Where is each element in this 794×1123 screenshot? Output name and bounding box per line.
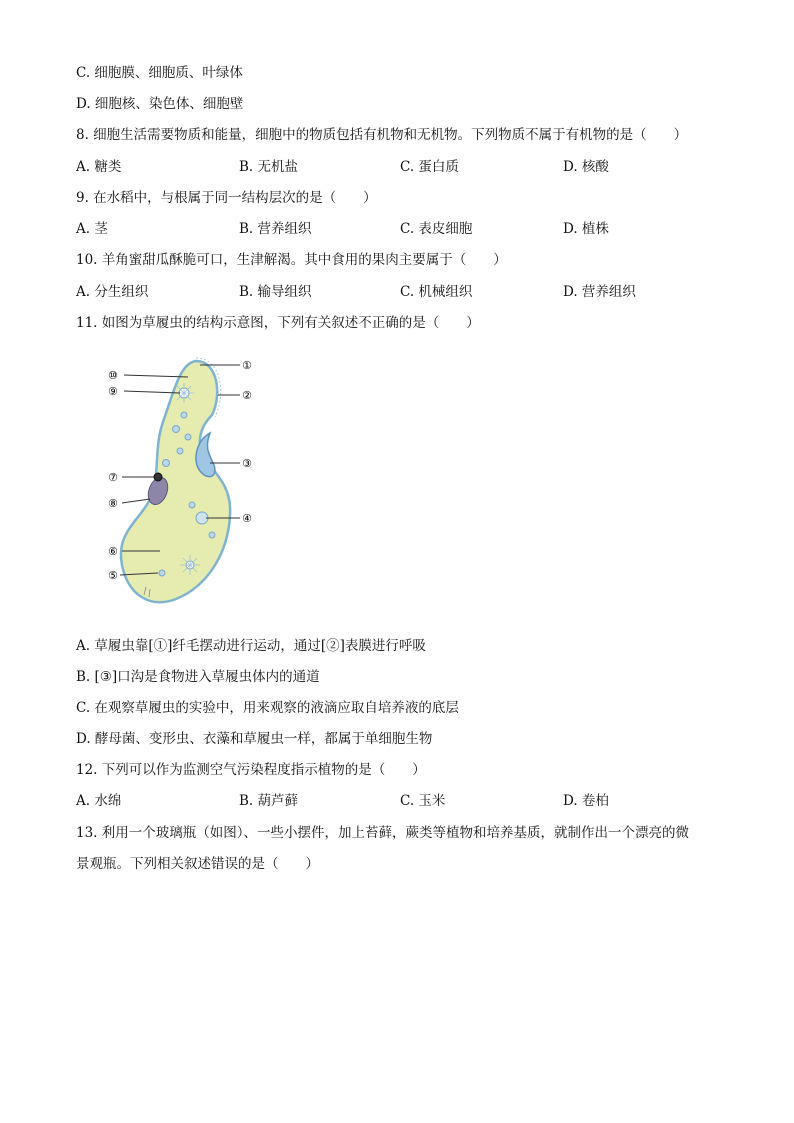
question-8: 8. 细胞生活需要物质和能量，细胞中的物质包括有机物和无机物。下列物质不属于有机物的是（ ）: [76, 127, 688, 143]
q11-option-d[interactable]: D. 酵母菌、变形虫、衣藻和草履虫一样，都属于单细胞生物: [76, 731, 433, 747]
q9-option-b[interactable]: B. 营养组织: [239, 221, 312, 237]
q7-option-c: C. 细胞膜、细胞质、叶绿体: [76, 65, 243, 81]
label-10: ⑩: [108, 369, 118, 382]
question-10: 10. 羊角蜜甜瓜酥脆可口，生津解渴。其中食用的果肉主要属于（ ）: [76, 252, 507, 268]
label-3: ③: [242, 457, 252, 470]
q10-options: [76, 283, 726, 301]
label-1: ①: [242, 359, 252, 372]
q10-option-c[interactable]: C. 机械组织: [400, 284, 473, 300]
question-9: 9. 在水稻中，与根属于同一结构层次的是（ ）: [76, 190, 377, 206]
q9-option-c[interactable]: C. 表皮细胞: [400, 221, 473, 237]
label-7: ⑦: [108, 471, 118, 484]
q12-options: [76, 792, 726, 810]
q9-option-a[interactable]: A. 茎: [76, 221, 108, 237]
q8-option-a[interactable]: A. 糖类: [76, 159, 122, 175]
paramecium-figure: [100, 355, 270, 615]
q12-option-c[interactable]: C. 玉米: [400, 793, 446, 809]
paramecium-body: [121, 361, 230, 602]
label-6: ⑥: [108, 545, 118, 558]
label-2: ②: [242, 389, 252, 402]
q10-option-b[interactable]: B. 输导组织: [239, 284, 312, 300]
q8-option-b[interactable]: B. 无机盐: [239, 159, 299, 175]
label-9: ⑨: [108, 385, 118, 398]
q8-option-c[interactable]: C. 蛋白质: [400, 159, 459, 175]
q12-option-d[interactable]: D. 卷柏: [563, 793, 609, 809]
question-11: 11. 如图为草履虫的结构示意图，下列有关叙述不正确的是（ ）: [76, 315, 480, 331]
label-5: ⑤: [108, 569, 118, 582]
q10-option-a[interactable]: A. 分生组织: [76, 284, 149, 300]
q8-option-d[interactable]: D. 核酸: [563, 159, 609, 175]
q11-option-a[interactable]: A. 草履虫靠[①]纤毛摆动进行运动，通过[②]表膜进行呼吸: [76, 638, 426, 654]
q11-option-c[interactable]: C. 在观察草履虫的实验中，用来观察的液滴应取自培养液的底层: [76, 700, 459, 716]
q10-option-d[interactable]: D. 营养组织: [563, 284, 636, 300]
label-8: ⑧: [108, 497, 118, 510]
question-13-line-2: 景观瓶。下列相关叙述错误的是（ ）: [76, 856, 319, 872]
q11-option-b[interactable]: B. [③]口沟是食物进入草履虫体内的通道: [76, 669, 320, 685]
paramecium-diagram: [100, 355, 270, 615]
question-13-line-1: 13. 利用一个玻璃瓶（如图）、一些小摆件，加上苔藓，蕨类等植物和培养基质，就制作出一个漂亮的微: [76, 825, 690, 841]
q7-option-d: D. 细胞核、染色体、细胞壁: [76, 96, 244, 112]
q9-options: [76, 220, 726, 238]
micronucleus: [154, 473, 162, 481]
q12-option-b[interactable]: B. 葫芦藓: [239, 793, 299, 809]
question-12: 12. 下列可以作为监测空气污染程度指示植物的是（ ）: [76, 762, 426, 778]
q12-option-a[interactable]: A. 水绵: [76, 793, 122, 809]
label-4: ④: [242, 512, 252, 525]
q9-option-d[interactable]: D. 植株: [563, 221, 609, 237]
q8-options: [76, 158, 726, 176]
